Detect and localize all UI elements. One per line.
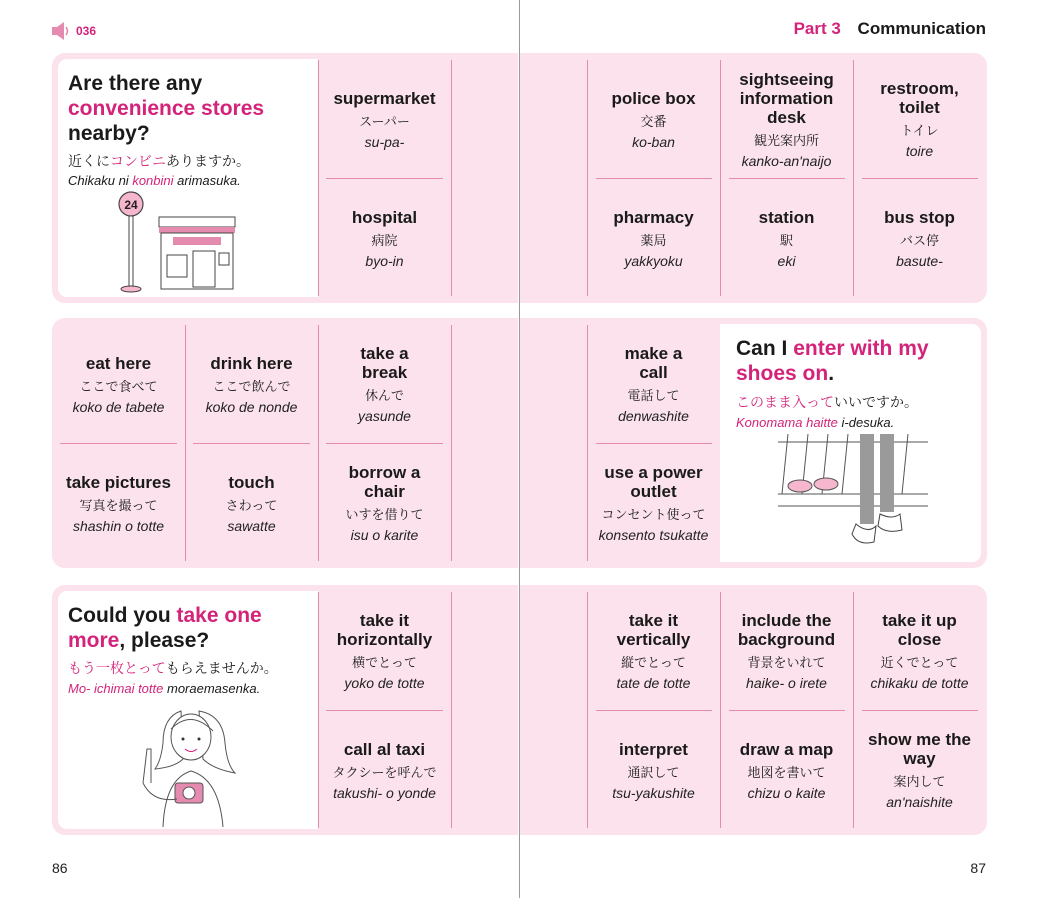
section3-romaji: Mo- ichimai totte moraemasenka.: [68, 681, 261, 696]
vocab-cell: eat here ここで食べて koko de tabete: [72, 353, 165, 415]
section3-japanese: もう一枚とってもらえませんか。: [68, 660, 278, 676]
shoes-at-entrance-illustration: [778, 434, 928, 558]
grid-line: [451, 325, 452, 561]
vocab-cell: call al taxi タクシーを呼んで takushi- o yonde: [332, 739, 437, 801]
section2-heading: Can I enter with my shoes on.: [736, 337, 929, 385]
part-label: Part 3: [793, 19, 841, 38]
section2-feature: [720, 324, 981, 562]
part-header: [794, 19, 986, 39]
vocab-cell: use a power outlet コンセント使って konsento tsukatte: [598, 463, 709, 543]
section2-romaji: Konomama haitte i-desuka.: [736, 415, 895, 430]
convenience-store-illustration: [113, 189, 263, 297]
section1-feature: [58, 59, 318, 297]
section1-romaji: Chikaku ni konbini arimasuka.: [68, 173, 241, 188]
speaker-icon: [52, 22, 72, 40]
vocab-cell: restroom, toilet トイレ toire: [880, 79, 959, 159]
section-title: Communication: [857, 19, 986, 38]
vocab-cell: include the background 背景をいれて haike- o irete: [737, 611, 836, 691]
vocab-cell: pharmacy 薬局 yakkyoku: [613, 207, 694, 269]
vocab-cell: hospital 病院 byo-in: [351, 207, 418, 269]
svg-text:24: 24: [124, 198, 138, 212]
grid-line: [451, 592, 452, 828]
section1-heading: Are there any convenience stores nearby?: [68, 72, 265, 145]
vocab-cell: take it vertically 縦でとって tate de totte: [616, 611, 691, 691]
track-number: 036: [76, 24, 97, 38]
vocab-cell: borrow a chair いすを借りて isu o karite: [345, 463, 424, 543]
vocab-cell: police box 交番 ko-ban: [611, 88, 696, 150]
vocab-cell: take pictures 写真を撮って shashin o totte: [66, 472, 171, 534]
vocab-cell: bus stop バス停 basute-: [884, 207, 955, 269]
vocab-cell: drink here ここで飲んで koko de nonde: [205, 353, 298, 415]
vocab-cell: sightseeing information desk 観光案内所 kanko-an'naijo: [739, 69, 834, 169]
woman-with-camera-illustration: [133, 703, 253, 827]
vocab-cell: make a call 電話して denwashite: [618, 344, 689, 424]
vocab-cell: supermarket スーパー su-pa-: [333, 88, 436, 150]
section2-japanese: このまま入っていいですか。: [736, 394, 918, 410]
vocab-cell: touch さわって sawatte: [225, 472, 278, 534]
audio-track-badge[interactable]: [52, 22, 96, 40]
section1-japanese: 近くにコンビニありますか。: [68, 153, 250, 169]
vocab-cell: show me the way 案内して an'naishite: [868, 730, 971, 810]
page-number-left: 86: [52, 860, 68, 876]
vocab-cell: draw a map 地図を書いて chizu o kaite: [739, 739, 834, 801]
vocab-cell: take a break 休んで yasunde: [358, 344, 411, 424]
vocab-cell: station 駅 eki: [758, 207, 815, 269]
grid-line: [451, 60, 452, 296]
section3-feature: [58, 591, 318, 829]
vocab-cell: interpret 通訳して tsu-yakushite: [612, 739, 695, 801]
page-number-right: 87: [970, 860, 986, 876]
vocab-cell: take it up close 近くでとって chikaku de totte: [870, 611, 969, 691]
section3-heading: Could you take one more, please?: [68, 604, 262, 652]
vocab-cell: take it horizontally 横でとって yoko de totte: [336, 611, 433, 691]
